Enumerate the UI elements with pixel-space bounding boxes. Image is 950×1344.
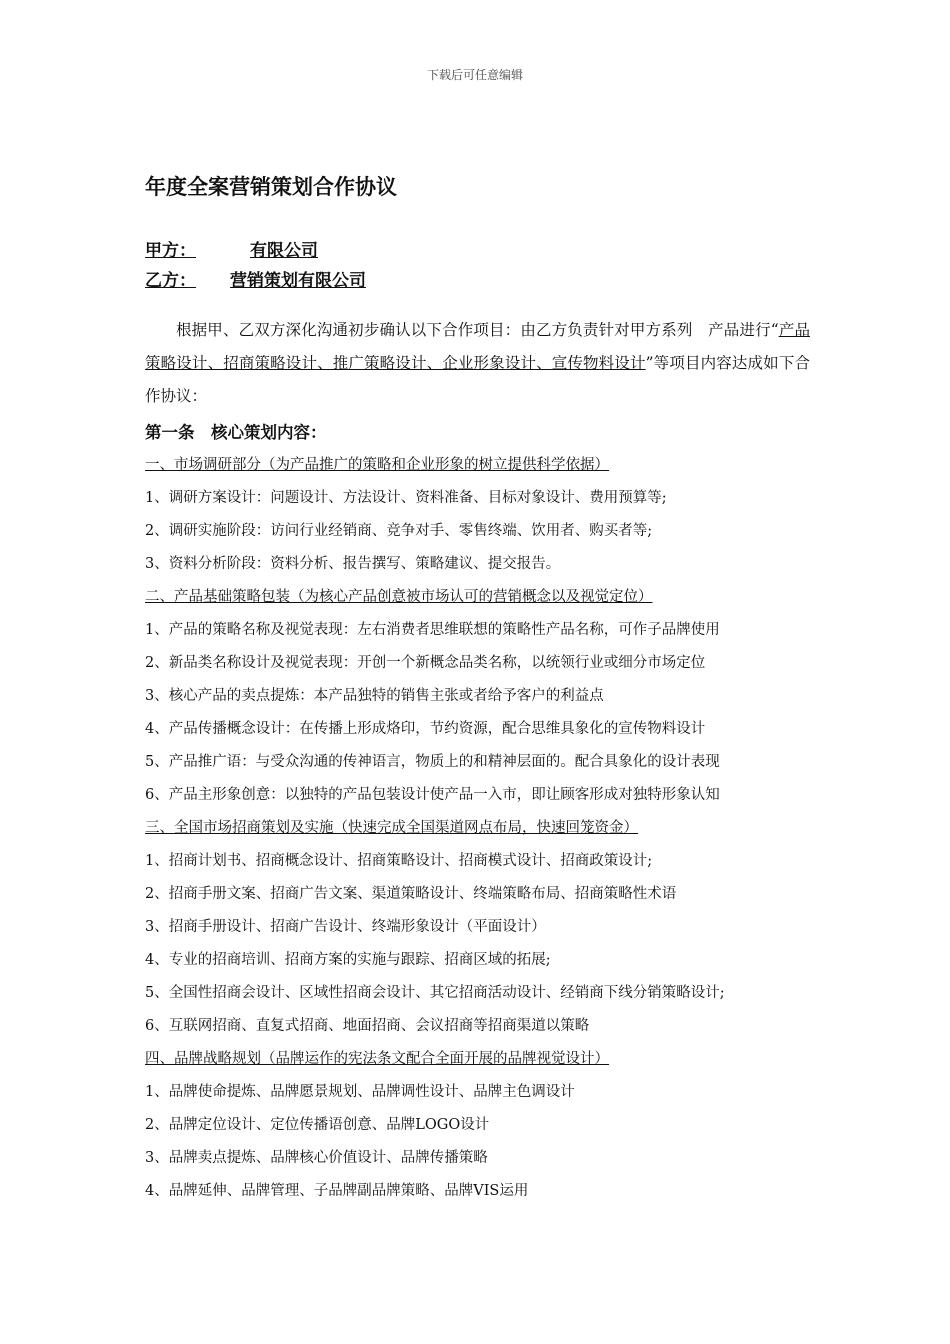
list-item: 5、全国性招商会设计、区域性招商会设计、其它招商活动设计、经销商下线分销策略设计; — [145, 985, 725, 1001]
list-item: 1、调研方案设计：问题设计、方法设计、资料准备、目标对象设计、费用预算等; — [145, 490, 667, 506]
party-b-label: 乙方： — [145, 271, 196, 291]
section-heading: 一、市场调研部分（为产品推广的策略和企业形象的树立提供科学依据） — [145, 457, 609, 473]
list-item: 3、招商手册设计、招商广告设计、终端形象设计（平面设计） — [145, 919, 546, 935]
list-item: 4、品牌延伸、品牌管理、子品牌副品牌策略、品牌VIS运用 — [145, 1183, 529, 1199]
list-item: 1、品牌使命提炼、品牌愿景规划、品牌调性设计、品牌主色调设计 — [145, 1084, 575, 1100]
list-item: 4、专业的招商培训、招商方案的实施与跟踪、招商区域的拓展; — [145, 952, 551, 968]
sections-container — [145, 449, 810, 1208]
intro-text-after: ”等项目内容达成如下合作协议： — [145, 354, 810, 405]
party-a — [145, 236, 810, 266]
header-note: 下载后可任意编辑 — [426, 68, 523, 82]
document-body — [145, 172, 810, 1208]
section-heading: 三、全国市场招商策划及实施（快速完成全国渠道网点布局，快速回笼资金） — [145, 820, 638, 836]
document-title: 年度全案营销策划合作协议 — [145, 175, 397, 199]
party-b-name: 营销策划有限公司 — [230, 271, 366, 291]
list-item: 5、产品推广语：与受众沟通的传神语言，物质上的和精神层面的。配合具象化的设计表现 — [145, 754, 720, 770]
party-a-label: 甲方： — [145, 241, 196, 261]
article-title: 第一条 核心策划内容： — [145, 423, 327, 442]
party-a-name: 有限公司 — [250, 241, 318, 261]
list-item: 2、新品类名称设计及视觉表现：开创一个新概念品类名称，以统领行业或细分市场定位 — [145, 655, 706, 671]
list-item: 3、资料分析阶段：资料分析、报告撰写、策略建议、提交报告。 — [145, 556, 561, 572]
list-item: 6、产品主形象创意：以独特的产品包装设计使产品一入市，即让顾客形成对独特形象认知 — [145, 787, 720, 803]
intro-paragraph — [145, 314, 810, 413]
intro-text-before: 根据甲、乙双方深化沟通初步确认以下合作项目：由乙方负责针对甲方系列 产品进行“ — [176, 321, 779, 339]
list-item: 6、互联网招商、直复式招商、地面招商、会议招商等招商渠道以策略 — [145, 1018, 590, 1034]
list-item: 2、品牌定位设计、定位传播语创意、品牌LOGO设计 — [145, 1117, 490, 1133]
section-heading: 四、品牌战略规划（品牌运作的宪法条文配合全面开展的品牌视觉设计） — [145, 1051, 609, 1067]
list-item: 2、调研实施阶段：访问行业经销商、竞争对手、零售终端、饮用者、购买者等; — [145, 523, 653, 539]
list-item: 2、招商手册文案、招商广告文案、渠道策略设计、终端策略布局、招商策略性术语 — [145, 886, 677, 902]
list-item: 3、核心产品的卖点提炼：本产品独特的销售主张或者给予客户的利益点 — [145, 688, 604, 704]
list-item: 1、招商计划书、招商概念设计、招商策略设计、招商模式设计、招商政策设计; — [145, 853, 653, 869]
list-item: 1、产品的策略名称及视觉表现：左右消费者思维联想的策略性产品名称，可作子品牌使用 — [145, 622, 720, 638]
intro-text-underlined: 产品策略设计、招商策略设计、推广策略设计、企业形象设计、宣传物料设计 — [145, 321, 810, 372]
section-heading: 二、产品基础策略包装（为核心产品创意被市场认可的营销概念以及视觉定位） — [145, 589, 653, 605]
party-b — [145, 266, 810, 296]
list-item: 4、产品传播概念设计：在传播上形成烙印，节约资源，配合思维具象化的宣传物料设计 — [145, 721, 706, 737]
list-item: 3、品牌卖点提炼、品牌核心价值设计、品牌传播策略 — [145, 1150, 488, 1166]
